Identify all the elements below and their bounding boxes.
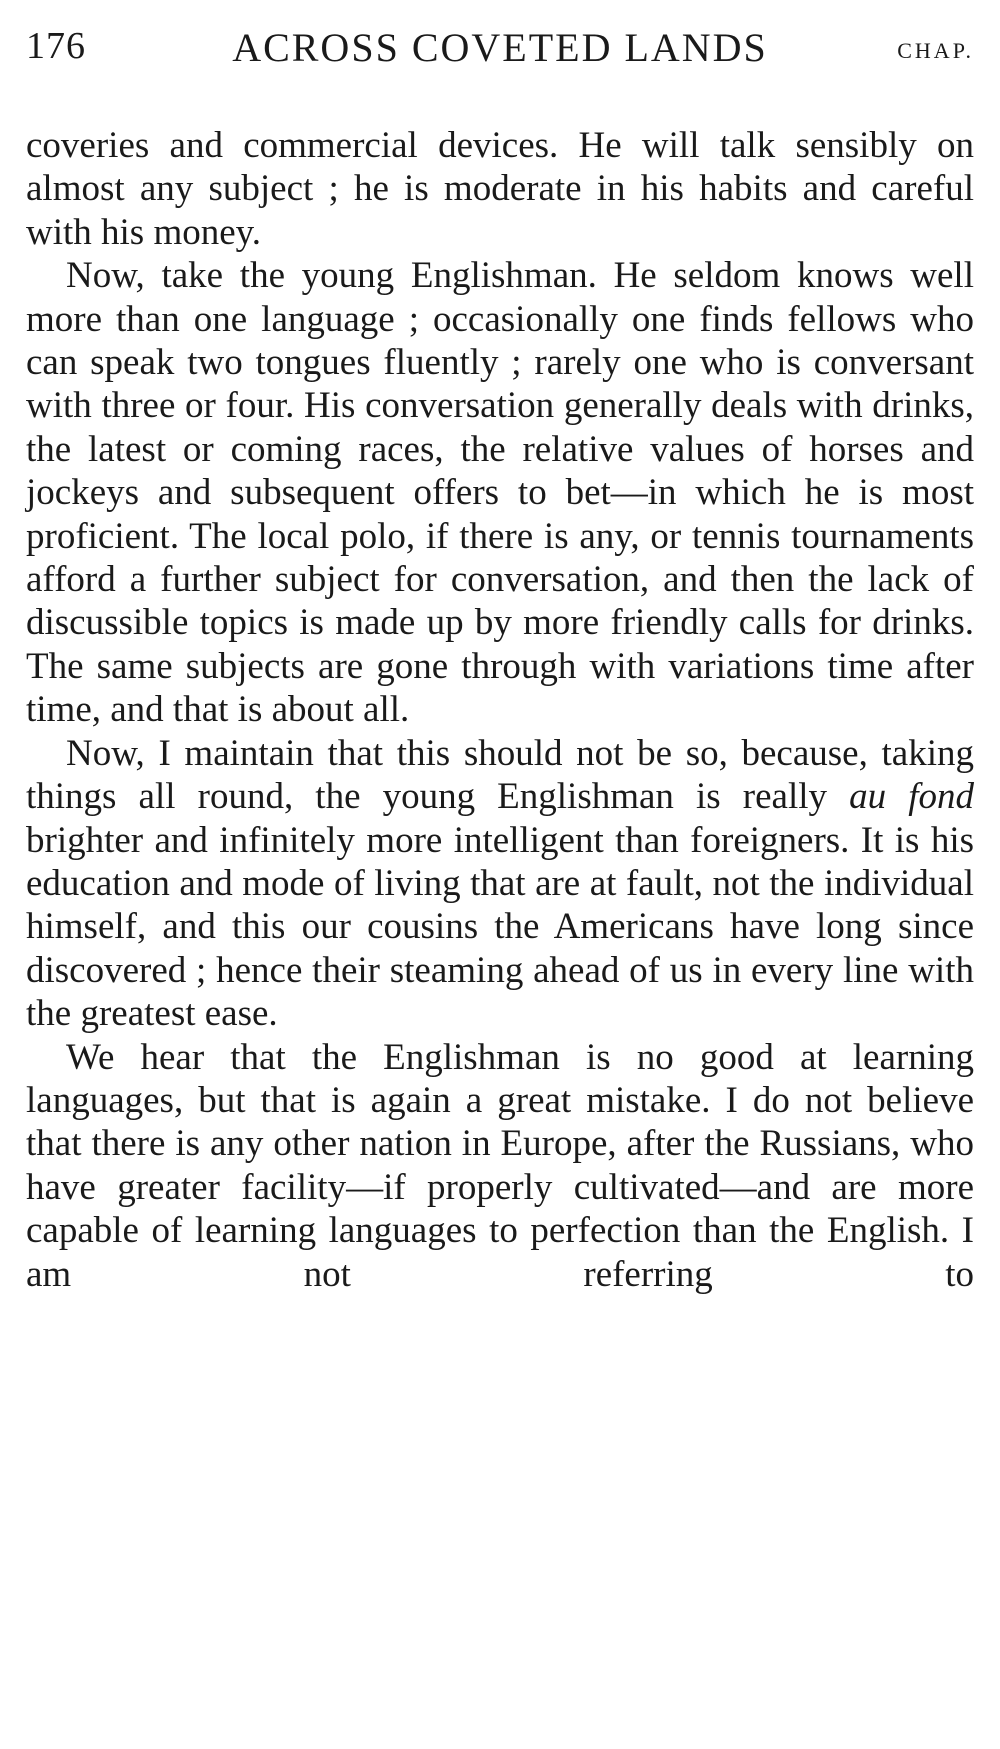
running-header [26,18,974,74]
paragraph-3 [26,732,974,1036]
paragraph-3-text-a: Now, I maintain that this should not be so, because, taking things all round, the young Englishman is really [26,732,974,818]
chapter-label: CHAP. [897,38,974,63]
paragraph-4: We hear that the Englishman is no good at learning languages, but that is again a great mistake. I do not believe that there is any other nation in Europe, after the Russians, who have greater facility—if properly cultivated—and are more capable of learning languages to perfection than the English. I am not referring to [26,1036,974,1295]
book-page [26,18,974,1296]
paragraph-1: coveries and commercial devices. He will talk sensibly on almost any subject ; he is moderate in his habits and careful with his money. [26,125,974,253]
italic-phrase: au fond [849,776,974,818]
page-number: 176 [26,25,86,67]
paragraph-3-text-b: brighter and infinitely more intelligent than foreigners. It is his education and mode of living that are at fault, not the individual himself, and this our cousins the Americans have long since discovered ; hence their steaming ahead of us in every line with the greatest ease. [26,819,974,1035]
body-text [26,124,974,1296]
book-title: ACROSS COVETED LANDS [232,25,768,70]
paragraph-2: Now, take the young Englishman. He seldom knows well more than one language ; occasionally one finds fellows who can speak two tongues fluently ; rarely one who is conversant with three or four. His conversation generally deals with drinks, the latest or coming races, the relative values of horses and jockeys and subsequent offers to bet—in which he is most proficient. The local polo, if there is any, or tennis tournaments afford a further subject for conversation, and then the lack of discussible topics is made up by more friendly calls for drinks. The same subjects are gone through with variations time after time, and that is about all. [26,255,974,731]
